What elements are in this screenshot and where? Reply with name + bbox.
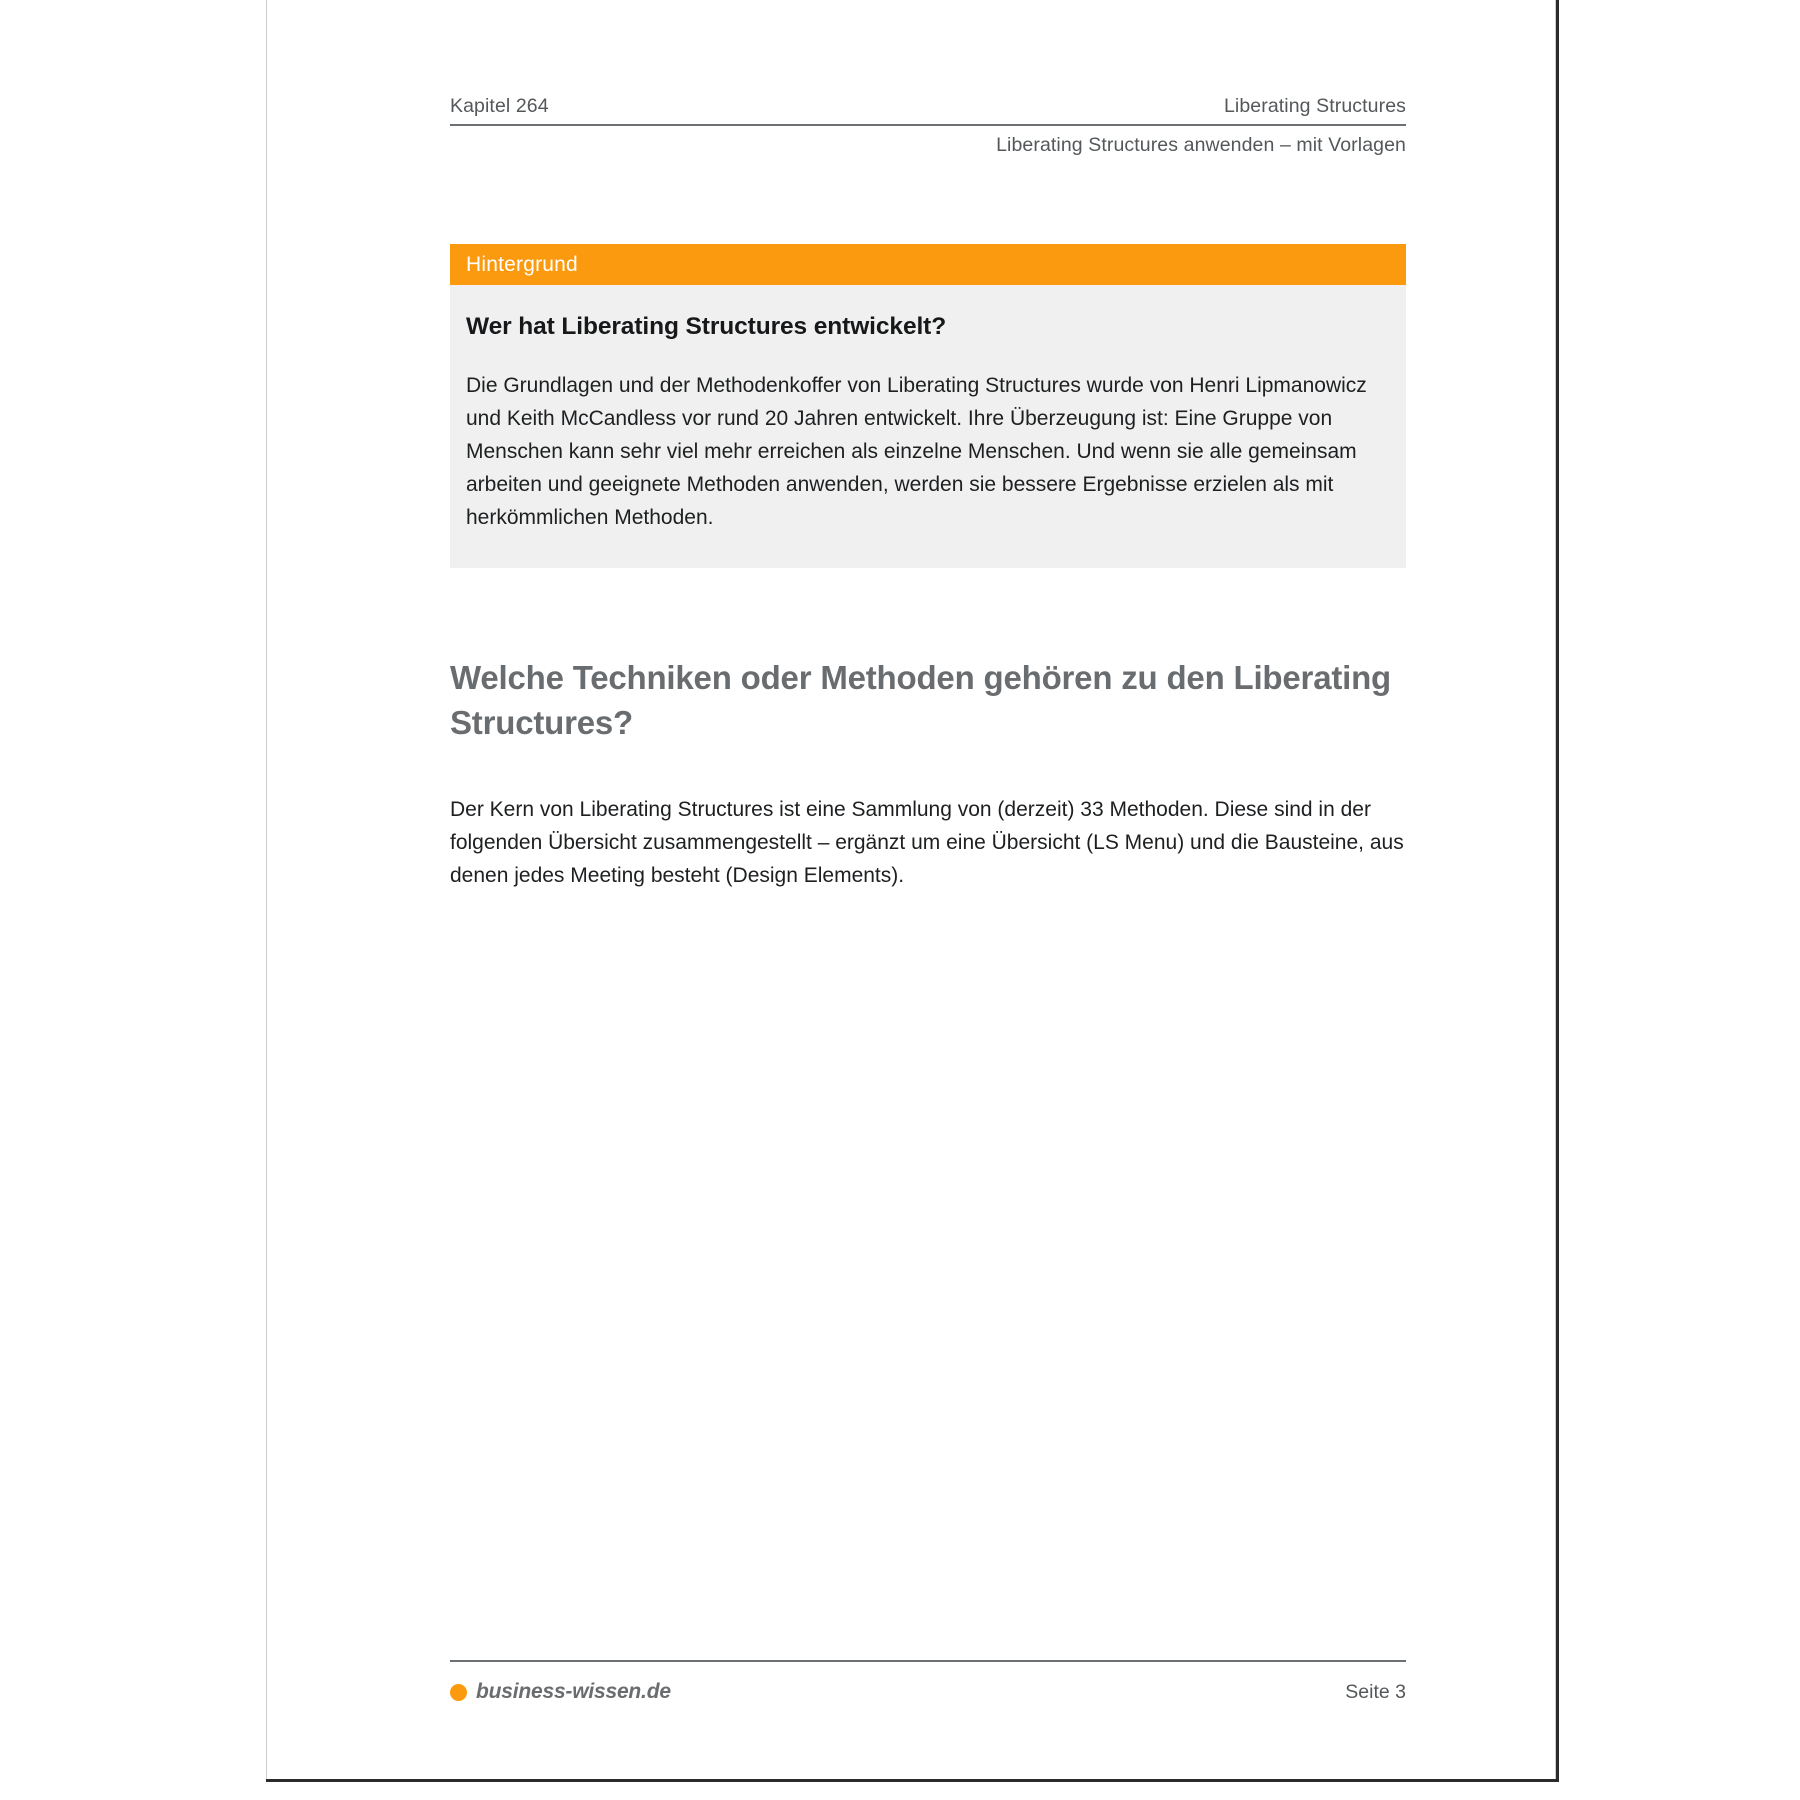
- brand-name-label: business-wissen.de: [476, 1680, 671, 1703]
- page-title: Welche Techniken oder Methoden gehören zu den Liberating Structures?: [450, 659, 1392, 741]
- header-row: [450, 95, 1406, 124]
- page-number-label: Seite 3: [1345, 1680, 1406, 1703]
- page-edge-right: [1556, 0, 1559, 1782]
- infobox-title: Wer hat Liberating Structures entwickelt?: [466, 313, 947, 340]
- section-paragraph: Der Kern von Liberating Structures ist eine Sammlung von (derzeit) 33 Methoden. Diese sind in der folgenden Übersicht zusammengestellt – ergänzt um eine Übersicht (LS Menu) und die Bausteine, aus denen jedes Meeting besteht (Design Elements).: [450, 798, 1404, 887]
- header-document-subtitle: Liberating Structures anwenden – mit Vorlagen: [996, 134, 1406, 156]
- main-section: [450, 655, 1406, 892]
- document-header: [450, 95, 1406, 157]
- page-edge-bottom: [266, 1779, 1559, 1782]
- infobox-hintergrund: [450, 244, 1406, 568]
- footer-row: [450, 1662, 1406, 1704]
- brand-logo: [450, 1680, 671, 1704]
- infobox-paragraph: Die Grundlagen und der Methodenkoffer von Liberating Structures wurde von Henri Lipmanowicz und Keith McCandless vor rund 20 Jahren entwickelt. Ihre Überzeugung ist: Eine Gruppe von Menschen kann sehr viel mehr erreichen als einzelne Menschen. Und wenn sie alle gemeinsam arbeiten und geeignete Methoden anwenden, werden sie bessere Ergebnisse erzielen als mit herkömmlichen Methoden.: [466, 374, 1367, 529]
- infobox-bar-label: Hintergrund: [466, 252, 578, 276]
- chapter-label: Kapitel 264: [450, 95, 549, 117]
- infobox-bar: [450, 244, 1406, 285]
- document-footer: [450, 1660, 1406, 1704]
- orange-dot-icon: [450, 1684, 467, 1701]
- infobox-body: [450, 285, 1406, 568]
- header-document-title: Liberating Structures: [1223, 95, 1406, 117]
